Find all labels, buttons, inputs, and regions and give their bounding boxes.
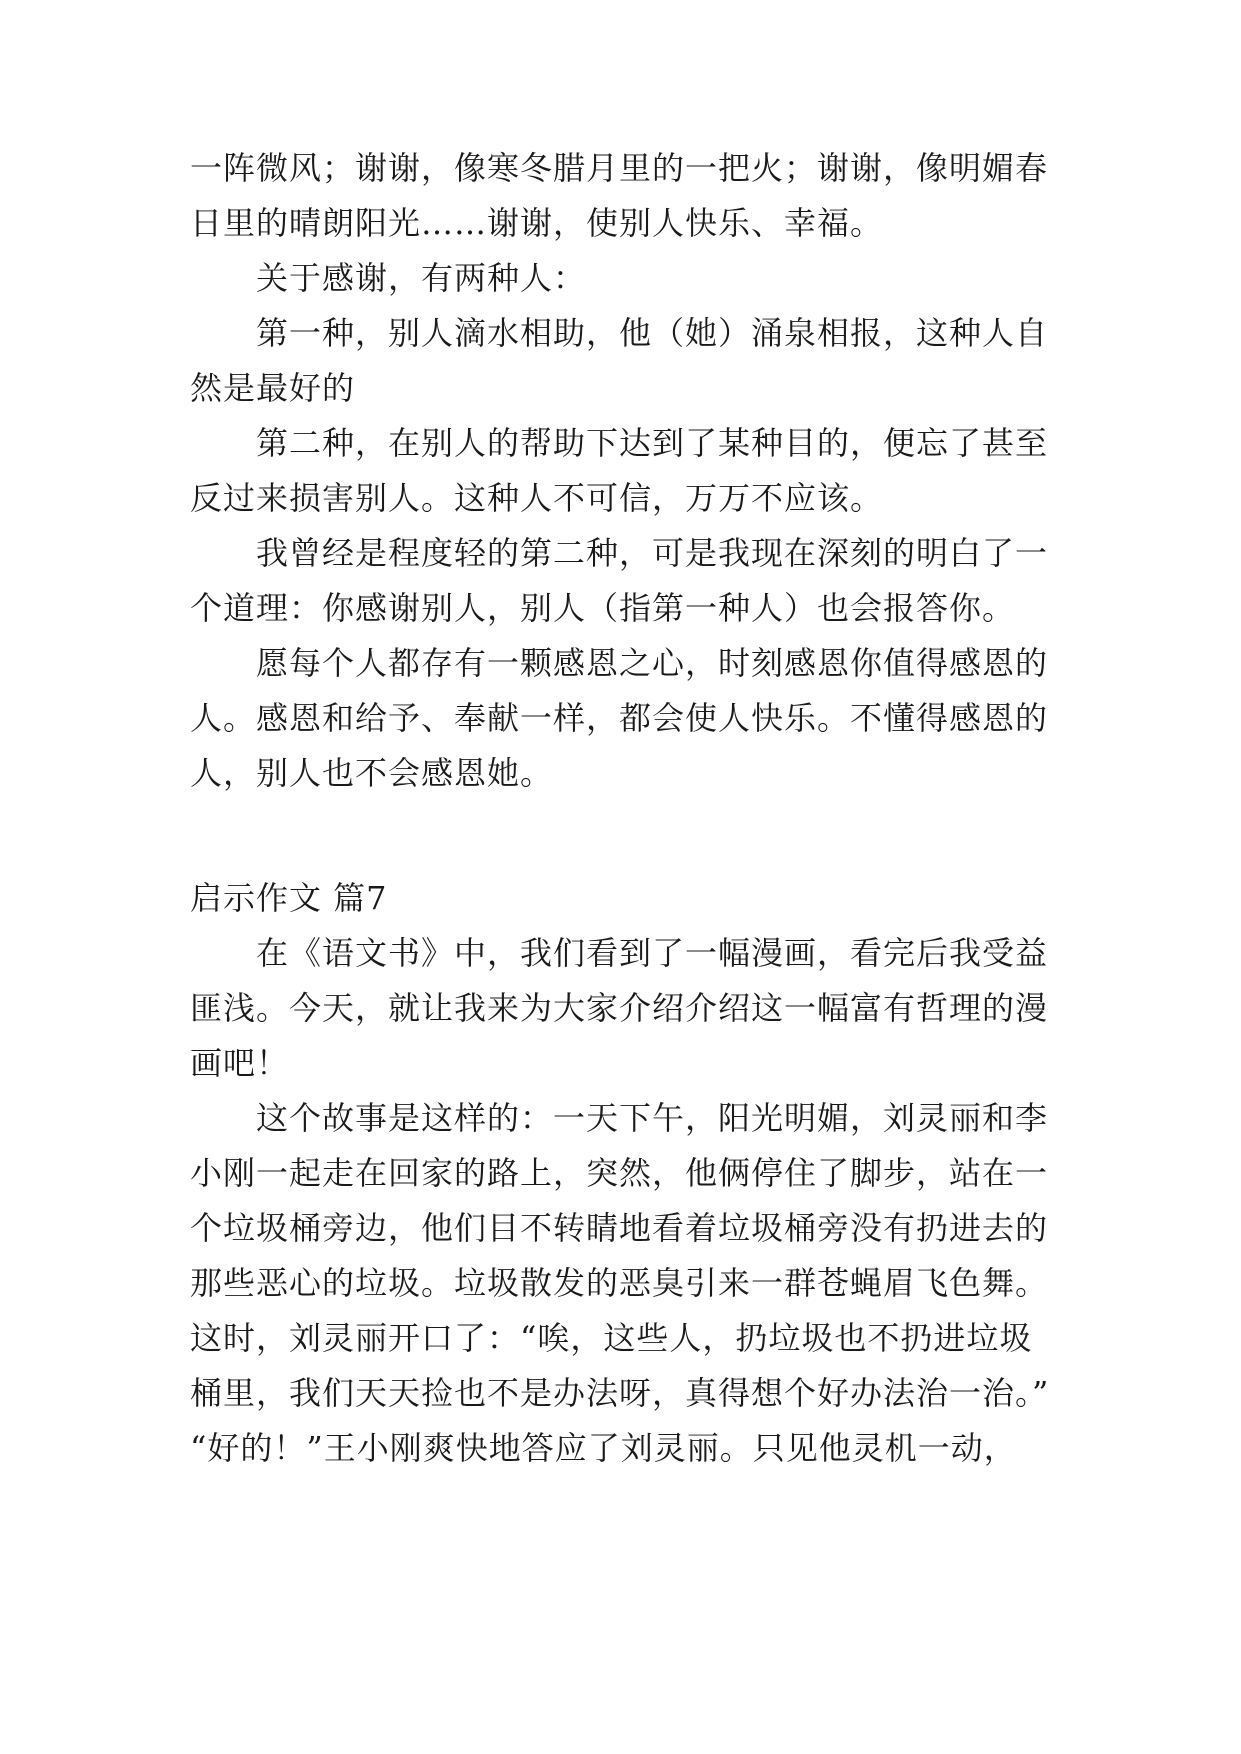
text-line: 那些恶心的垃圾。垃圾散发的恶臭引来一群苍蝇眉飞色舞。 [190, 1264, 1049, 1302]
text-line: 人。感恩和给予、奉献一样，都会使人快乐。不懂得感恩的 [190, 699, 1049, 737]
text-line: 这时，刘灵丽开口了：“唉，这些人，扔垃圾也不扔进垃圾 [190, 1319, 1033, 1357]
text-line: 日里的晴朗阳光……谢谢，使别人快乐、幸福。 [190, 204, 884, 242]
text-line: 桶里，我们天天捡也不是办法呀，真得想个好办法治一治。” [190, 1374, 1050, 1412]
text-line: 匪浅。今天，就让我来为大家介绍介绍这一幅富有哲理的漫 [190, 989, 1049, 1027]
text-line: 个道理：你感谢别人，别人（指第一种人）也会报答你。 [190, 589, 1016, 627]
text-line: 关于感谢，有两种人： [256, 259, 587, 297]
text-line: 我曾经是程度轻的第二种，可是我现在深刻的明白了一 [256, 534, 1049, 572]
text-line: 小刚一起走在回家的路上，突然，他俩停住了脚步，站在一 [190, 1154, 1049, 1192]
text-line: 一阵微风；谢谢，像寒冬腊月里的一把火；谢谢，像明媚春 [190, 149, 1049, 187]
text-line: 人，别人也不会感恩她。 [190, 754, 554, 792]
text-line: 愿每个人都存有一颗感恩之心，时刻感恩你值得感恩的 [256, 644, 1049, 682]
text-line: 第二种，在别人的帮助下达到了某种目的，便忘了甚至 [256, 424, 1049, 462]
text-line: 在《语文书》中，我们看到了一幅漫画，看完后我受益 [256, 934, 1049, 972]
text-line: 这个故事是这样的：一天下午，阳光明媚，刘灵丽和李 [256, 1099, 1049, 1137]
section-heading: 启示作文 篇7 [190, 879, 388, 917]
text-line: 第一种，别人滴水相助，他（她）涌泉相报，这种人自 [256, 314, 1049, 352]
text-line: “好的！”王小刚爽快地答应了刘灵丽。只见他灵机一动， [190, 1429, 1017, 1467]
text-line: 画吧！ [190, 1044, 290, 1082]
text-line: 然是最好的 [190, 369, 356, 407]
text-line: 个垃圾桶旁边，他们目不转睛地看着垃圾桶旁没有扔进去的 [190, 1209, 1049, 1247]
text-line: 反过来损害别人。这种人不可信，万万不应该。 [190, 479, 884, 517]
